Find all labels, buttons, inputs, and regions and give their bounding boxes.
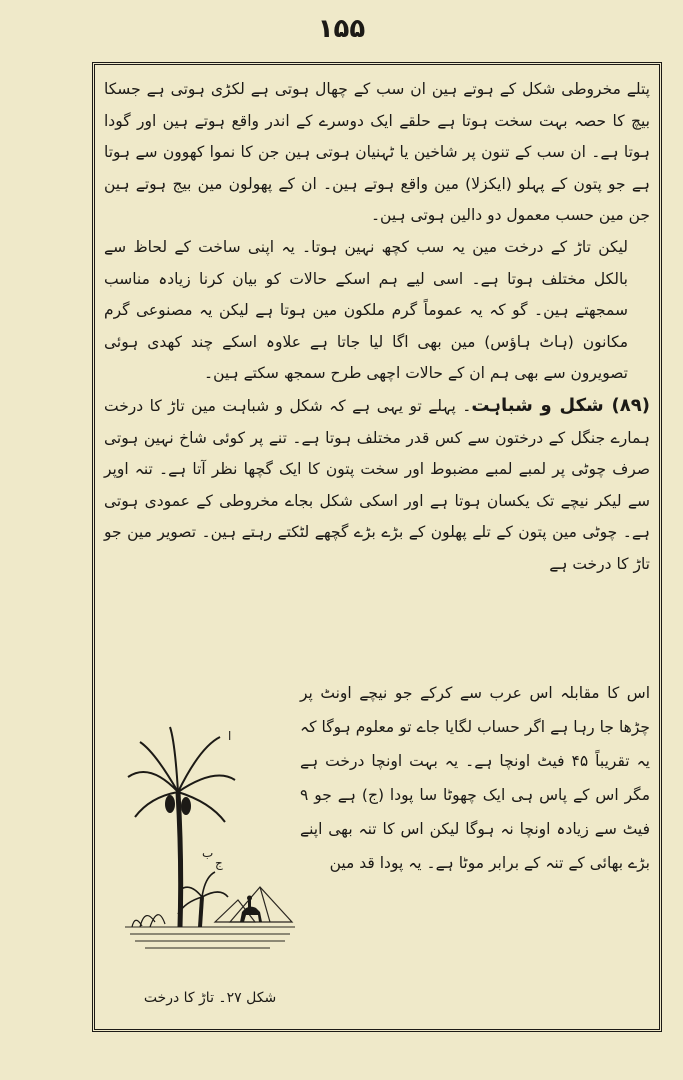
page-number: ۱۵۵ xyxy=(317,14,366,44)
main-text xyxy=(104,74,650,581)
figure-label-a: ا xyxy=(228,729,232,743)
paragraph-1: پتلے مخروطی شکل کے ہوتے ہین ان سب کے چھال ہوتی ہے لکڑی ہوتی ہے جسکا بیچ کا حصہ بہت سخت ہوتا ہے حلقے ایک دوسرے کے اندر واقع ہوتے ہین اور گودا ہوتا ہے۔ ان سب کے تنون پر شاخین یا ٹہنیان ہوتی ہین جن کا نموا کھوون سے ہوتا ہے جو پتون کے پہلو (ایکزلا) مین واقع ہوتے ہین۔ ان کے پھولون مین بیج ہوتے ہین جن مین حسب معمول دو دالین ہوتی ہین۔ xyxy=(104,80,650,225)
palm-trunk xyxy=(178,792,181,927)
paragraph-3-text: ۔ پہلے تو یہی ہے کہ شکل و شباہت مین تاڑ کا درخت ہمارے جنگل کے درختون سے کس قدر مختلف ہوتا ہے۔ تنے پر کوئی شاخ نہین ہوتی صرف چوٹی پر لمبے لمبے مضبوط اور سخت پتون کا ایک گچھا نظر آتا ہے۔ تنہ اوپر سے لیکر نیچے تک یکسان ہوتا ہے اور اسکی شکل بجاے مخروطی کے عمودی ہوتی ہے۔ چوٹی مین پتون کے تلے پھلون کے بڑے بڑے گچھے لٹکتے رہتے ہین۔ تصویر مین جو تاڑ کا درخت ہے xyxy=(104,396,650,573)
ground-hatching xyxy=(125,927,295,948)
paragraph-3 xyxy=(104,390,650,581)
section-heading: (۸۹) شکل و شباہت xyxy=(471,394,650,416)
camel-rider xyxy=(240,896,262,923)
figure-caption: شکل ۲۷۔ تاڑ کا درخت xyxy=(143,990,277,1006)
figure-label-b: ب xyxy=(202,846,214,860)
lower-column-text xyxy=(300,676,650,880)
shrubs xyxy=(132,915,165,927)
figure-label-j: ج xyxy=(215,856,223,870)
paragraph-4: اس کا مقابلہ اس عرب سے کرکے جو نیچے اونٹ پر چڑھا جا رہا ہے اگر حساب لگایا جاے تو معلوم ہوگا کہ یہ تقریباً ۴۵ فیٹ اونچا ہے۔ یہ بہت اونچا درخت ہے مگر اس کے پاس ہی ایک چھوٹا سا پودا (ج) ہے جو ۹ فیٹ سے زیادہ اونچا نہ ہوگا لیکن اس کا تنہ بھی اپنے بڑے بھائی کے تنہ کے برابر موٹا ہے۔ یہ پودا قد مین xyxy=(300,684,650,872)
palm-tree-illustration xyxy=(120,722,300,962)
pyramids xyxy=(215,887,292,922)
paragraph-2: لیکن تاڑ کے درخت مین یہ سب کچھ نہین ہوتا۔ یہ اپنی ساخت کے لحاظ سے بالکل مختلف ہوتا ہے۔ اسی لیے ہم اسکے حالات کو بیان کرنا زیادہ مناسب سمجھتے ہین۔ گو کہ یہ عموماً گرم ملکون مین ہوتا ہے لیکن یہ مصنوعی گرم مکانون (ہاٹ ہاؤس) مین بھی اگا لیا جاتا ہے علاوہ اسکے چند کھدی ہوئی تصویرون سے بھی ہم ان کے حالات اچھی طرح سمجھ سکتے ہین۔ xyxy=(104,237,628,383)
small-palm-trunk xyxy=(200,897,202,927)
palm-tree-figure xyxy=(120,722,300,962)
